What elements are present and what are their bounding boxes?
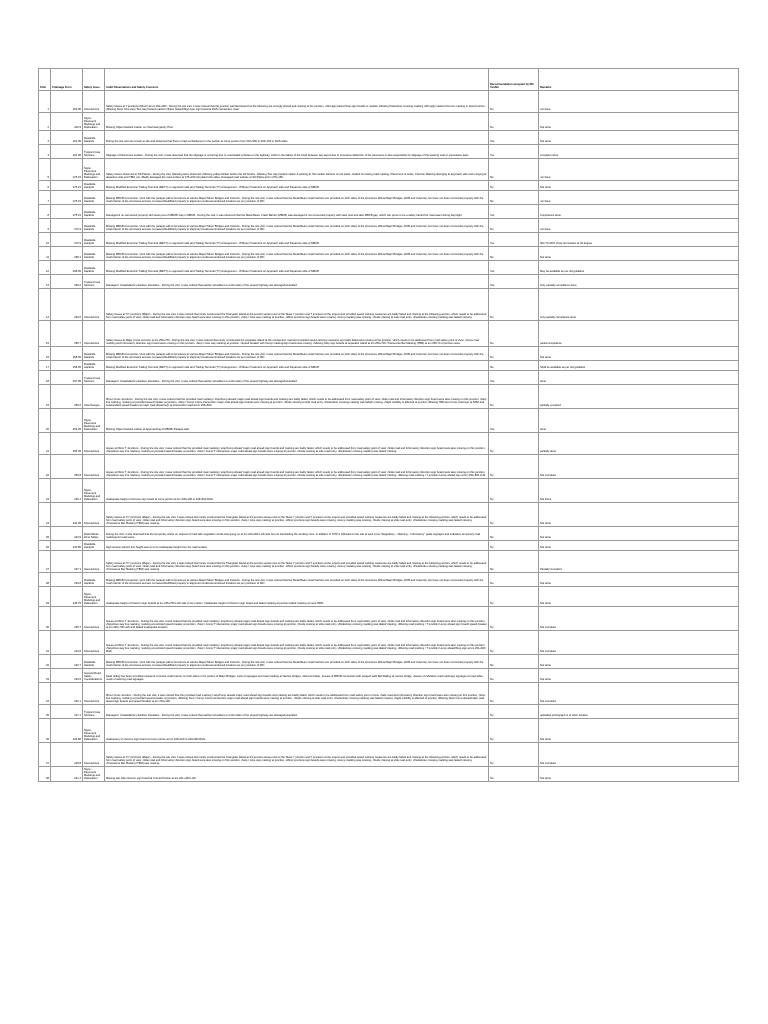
chainage-cell: 256.6 <box>51 385 83 409</box>
sno-cell: 37 <box>39 743 51 767</box>
recommendation-cell: Yes <box>489 205 539 219</box>
observation-cell: Missing MBCB Connection / joint with the parapet wall of structures at various Major/ Minor Bridges and Culverts - During the site visit, it was noticed that the Metal Beam crash barriers are provided on both sides of the structures (Minor/Major Bridges, ROB and Culverts), but have not been connected properly with the crash barrier of the structures and are not assembled/fitted properly in alignment at abovementioned locations as per provision of IRC. <box>105 347 489 361</box>
sno-cell: 21 <box>39 433 51 455</box>
recommendation-cell: No <box>489 321 539 347</box>
sno-cell: 4 <box>39 145 51 159</box>
remarks-cell: not done <box>539 91 739 113</box>
issue-cell: Typical Cross Sections <box>83 705 105 719</box>
sno-cell: 32 <box>39 655 51 669</box>
observation-cell: Slippage of bituminous surface - During the visit, it was observed that the slippage is occurring due to overloaded vehicles on the highway, which is the failure of the bond between two layers due to excessive deflection of the pavement is also responsible for slippage of the wearing coat or successive layer. <box>105 145 489 159</box>
issue-cell: Intersections <box>83 503 105 527</box>
remarks-cell: done <box>539 371 739 385</box>
issue-cell: Intersections <box>83 455 105 479</box>
sno-cell: 38 <box>39 767 51 782</box>
table-row <box>39 159 739 181</box>
chainage-cell: 225.8 <box>51 743 83 767</box>
observation-cell: Damaged & un-connected property with steel post of MBCB/ Gap in MBCB - During the visit, it was observed that the Metal Beam Crash Barrier (MBCB) was damaged & not connected properly with steel post and also MBCB gap, which can prove to be a safety hazard for road users during day/night. <box>105 205 489 219</box>
issue-cell: Roadside Hazards <box>83 261 105 275</box>
chainage-cell: 233.6 <box>51 669 83 683</box>
issue-cell: Intersections <box>83 631 105 655</box>
recommendation-cell: No <box>489 669 539 683</box>
observation-cell: Damaged / Unsatisfactory Earthen shoulders - During the visit, it was noticed that earthen shoulders on both sides of the project highway are damaged/unsettled. <box>105 705 489 719</box>
remarks-cell: Partially Complied <box>539 551 739 573</box>
chainage-cell: 237.1 <box>51 551 83 573</box>
chainage-cell: 268.05 <box>51 261 83 275</box>
header-chainage: Chainage From <box>51 69 83 91</box>
remarks-cell: Not done <box>539 131 739 145</box>
observation-cell: During the site visit we remain at site and observed that there is high embankment in the portion at curve section from 201+950 to 202+150 in RHS sides. <box>105 131 489 145</box>
chainage-cell: 250.8 <box>51 455 83 479</box>
chainage-cell: 221.4 <box>51 767 83 782</box>
table-row <box>39 683 739 705</box>
observation-cell: Missing Modified Eccentric Trailing Terminal (METT) on approach side and Trailing Terminal (TT) Arrangement - W Beam Treatment on Approach side and Departure side of MBCB <box>105 361 489 371</box>
header-observations: Audit Observations and Safety Concerns <box>105 69 489 91</box>
observation-cell: Safety issues at T/Y junctions (Major) - During the site visit, it was noticed that nicely constructed the Triangular Island at the junction areas most of the Skew Y junction and T junctions at the project and provided speed calming measures are badly faded and missing at the following junction, which needs to be addressed from road safety point of view: •Side road and Informatory direction sign board were also missing on this junction. •Stop / Give way marking at junction. •Minor junctions sign boards were missing. •Hump marking was missing. •Studs missing at side road entry. •Pedestrian crossing marking was faded/ missing. •Transverse Bar Marking (TBM) was missing. <box>105 551 489 573</box>
remarks-cell: Not done <box>539 587 739 607</box>
table-row <box>39 767 739 782</box>
chainage-cell: 249.1 <box>51 479 83 503</box>
observation-cell: Issues at Minor T Junctions - During the site visit, it was noticed that the provided road marking / stop/hump ahead/ major road ahead sign boards and marking are badly faded, which needs to be addressed from road safety point of view: •Side road and Informatory direction sign board were also missing on this junction. •Stop/Give way line marking, marking at provided speed breaker at junction. •Stop / hump/ T intersection major road ahead sign boards were missing at junction. •Studs missing at side road entry. •Pedestrian crossing marking was faded/ missing. •Missing road marking / T junction/ Hump ahead/Stop sign at km 234+600 RHS. <box>105 631 489 655</box>
issue-cell: Typical Cross Sections <box>83 275 105 289</box>
recommendation-cell: No <box>489 347 539 361</box>
issue-cell: Roadside Hazards <box>83 655 105 669</box>
chainage-cell: 275.15 <box>51 181 83 191</box>
recommendation-cell: Yes <box>489 233 539 247</box>
remarks-cell: Not complied <box>539 607 739 631</box>
chainage-cell: 257.95 <box>51 371 83 385</box>
sno-cell: 36 <box>39 719 51 743</box>
sno-cell: 5 <box>39 159 51 181</box>
issue-cell: Signs, Pavement Markings and Delineation <box>83 719 105 743</box>
observation-cell: Minor Cross Junctions - During the site visit, it was noticed that the provided road marking / stop/hump ahead/ major road ahead sign boards and marking are badly faded, which needs to be addressed from road safety point of view: •Side road and Informatory direction sign board were also missing on this junction. •Stop line marking, marking at provided speed breaker at junction. •Stop / hump/ Cross intersection major road ahead sign boards were missing at junction. •Studs missing at side road entry. •Pedestrian crossing marking was faded/ missing. •Sight visibility is affected at junction •Missing TBM and Cross road sign at 5050 and substandard speed breaker at major road ahead sign at intersection road at km 256+660. <box>105 385 489 409</box>
observation-cell: Missing two side chevron sign board at Curved Portion at km 221+400 LHS <box>105 767 489 782</box>
remarks-cell: uploaded photograph is of other location <box>539 705 739 719</box>
table-row <box>39 191 739 205</box>
table-row <box>39 289 739 321</box>
table-row <box>39 455 739 479</box>
issue-cell: Intersections <box>83 743 105 767</box>
recommendation-cell: No <box>489 705 539 719</box>
chainage-cell: 234.6 <box>51 631 83 655</box>
remarks-cell: Shall be available as per old guideline <box>539 361 739 371</box>
chainage-cell: 226.80 <box>51 719 83 743</box>
sno-cell: 25 <box>39 527 51 541</box>
table-row <box>39 131 739 145</box>
issue-cell: Intersections <box>83 607 105 631</box>
observation-cell: Missing MBCB Connection / joint with the parapet wall of structures at various Major/ Minor Bridges and Culverts - During the site visit, it was noticed that the Metal Beam crash barriers are provided on both sides of the structures (Minor/Major Bridges, ROB and Culverts), but have not been connected properly with the crash barrier of the structures and are not assembled/fitted properly in alignment at abovementioned locations as per provision of IRC. <box>105 655 489 669</box>
observation-cell: Missing Modified Eccentric Trailing Terminal (METT) on approach side and Trailing Terminal (TT) Arrangement - W Beam Treatment on Approach side and Departure side of MBCB <box>105 233 489 247</box>
chainage-cell: 201.95 <box>51 131 83 145</box>
remarks-cell: partial compliance <box>539 321 739 347</box>
chainage-cell: 202.90 <box>51 91 83 113</box>
table-row <box>39 181 739 191</box>
remarks-cell: only partially compliance done <box>539 289 739 321</box>
chainage-cell: 244.05 <box>51 503 83 527</box>
chainage-cell: 272.9 <box>51 233 83 247</box>
table-row <box>39 261 739 275</box>
table-row <box>39 91 739 113</box>
recommendation-cell: No <box>489 91 539 113</box>
issue-cell: Intersections <box>83 551 105 573</box>
table-row <box>39 433 739 455</box>
table-row <box>39 321 739 347</box>
chainage-cell: 232.1 <box>51 683 83 705</box>
observation-cell: Inadequate height of Chevron sign boards at km 235+750 LHS side curve portion. Inadequate height of Chevron sign board and faded marking at junction faded marking at more 5050. <box>105 587 489 607</box>
header-row <box>39 69 739 91</box>
recommendation-cell: Yes <box>489 275 539 289</box>
remarks-cell: not done <box>539 219 739 233</box>
observation-cell: Issues at Minor T Junctions - During the site visit, it was noticed that the provided road marking / stop/hump ahead/ major road ahead sign boards and marking are badly faded, which needs to be addressed from road safety point of view: •Side road and Informatory direction sign board were also missing on this junction. •Stop/Give way line marking, marking at provided speed breaker at junction. •Stop / hump/ T intersection major road ahead sign boards were missing at junction. •Studs missing at side road entry. •Pedestrian crossing marking was faded/ missing. •Missing road marking / T junction/ Hump ahead sign at km 250+800 LHS. <box>105 455 489 479</box>
remarks-cell: complaint done <box>539 145 739 159</box>
recommendation-cell: No <box>489 433 539 455</box>
recommendation-cell: No <box>489 551 539 573</box>
remarks-cell: Not done <box>539 669 739 683</box>
observation-cell: Safety issues at T junctions (Minor) at km 202+900 - During the site visit, it was noticed that the junction well developed but the following are wrongly placed and missing at the junction. •Wrongly placed Stop sign boards in median •Missing Pedestrian crossing marking •Wrongly marked chevron marking in island portion. •Missing Stop/ Give way/ Two way hazard marker/ Object hazard/Sign type sign board at RHS intersection road. <box>105 91 489 113</box>
recommendation-cell: No <box>489 159 539 181</box>
table-row <box>39 205 739 219</box>
table-row <box>39 527 739 541</box>
issue-cell: Roadside Hazards <box>83 541 105 551</box>
header-sno: S.No <box>39 69 51 91</box>
remarks-cell: Not done <box>539 573 739 587</box>
chainage-cell: 272.9 <box>51 219 83 233</box>
issue-cell: Typical Cross Sections <box>83 371 105 385</box>
sno-cell: 3 <box>39 131 51 145</box>
table-row <box>39 719 739 743</box>
issue-cell: Signs, Pavement Markings and Delineation <box>83 113 105 131</box>
issue-cell: Roadside Hazards <box>83 233 105 247</box>
observation-cell: Issues at Minor T Junctions - During the site visit, it was noticed that the provided road marking / stop/hump ahead/ major road ahead sign boards and marking are badly faded, which needs to be addressed from road safety point of view: •Side road and Informatory direction sign board were also missing on this junction. •Stop/Give way line marking, marking at provided speed breaker at junction. •Stop / hump/ T intersection major road ahead sign boards were missing at junction. •Studs missing at side road entry. •Pedestrian crossing marking was faded/ missing. •Missing road marking / T junction/ Hump ahead sign board/ speed breaker at km 235+700 LHS and faded/ inadequate location. <box>105 607 489 631</box>
remarks-cell: Not done <box>539 247 739 261</box>
observation-cell: Safety issues at Major Cross Junction at km 258+700 - During the site visit, it was noticed that nicely constructed the separator island at the intersection road and provided speed calming measures are badly faded and missing at the junction, which needs to be addressed from road safety point of view: •Cross road marking and Informatory direction sign board were missing on this junction. •Stop / Give way marking at junction. •Speed breaker with thump marking/sign board was missing. •Missing Stop sign boards at separator island at km 259+700 •Transverse Bar Marking (TBM) at km 258.70 of junction area. <box>105 321 489 347</box>
chainage-cell: 201.95 <box>51 145 83 159</box>
chainage-cell: 258.05 <box>51 361 83 371</box>
header-remarks: Remarks <box>539 69 739 91</box>
table-row <box>39 631 739 655</box>
table-row <box>39 247 739 261</box>
table-row <box>39 347 739 361</box>
sno-cell: 14 <box>39 289 51 321</box>
remarks-cell: Not complied <box>539 455 739 479</box>
remarks-cell: not done <box>539 191 739 205</box>
chainage-cell: 236.8 <box>51 573 83 587</box>
remarks-cell: Not Done <box>539 479 739 503</box>
issue-cell: Interchanges <box>83 385 105 409</box>
issue-cell: Signs, Pavement Markings and Delineation <box>83 159 105 181</box>
table-row <box>39 573 739 587</box>
recommendation-cell: Yes <box>489 131 539 145</box>
remarks-cell: Only partially compliance done <box>539 275 739 289</box>
sno-cell: 33 <box>39 669 51 683</box>
remarks-cell: Compliance done <box>539 205 739 219</box>
remarks-cell: Not done <box>539 767 739 782</box>
issue-cell: Signs, Pavement Markings and Delineation <box>83 767 105 782</box>
chainage-cell: 243.9 <box>51 527 83 541</box>
table-row <box>39 541 739 551</box>
observation-cell: Damaged / Unsatisfactory Earthen shoulders - During the visit, it was noticed that earthen shoulders on both sides of the project highway are damaged/unsettled. <box>105 371 489 385</box>
recommendation-cell: No <box>489 181 539 191</box>
sno-cell: 15 <box>39 321 51 347</box>
recommendation-cell: Yes <box>489 145 539 159</box>
issue-cell: Typical Cross Sections <box>83 145 105 159</box>
issue-cell: Intersections <box>83 91 105 113</box>
chainage-cell: 227.1 <box>51 705 83 719</box>
observation-cell: Missing Modified Eccentric Trailing Terminal (METT) on approach side and Trailing Terminal (TT) Arrangement - W Beam Treatment on Approach side and Departure side of MBCB <box>105 261 489 275</box>
sno-cell: 35 <box>39 705 51 719</box>
sno-cell: 2 <box>39 113 51 131</box>
sno-cell: 23 <box>39 479 51 503</box>
issue-cell: Road Works Zone Safety <box>83 527 105 541</box>
issue-cell: Roadside Hazards <box>83 361 105 371</box>
recommendation-cell: Yes <box>489 409 539 433</box>
observation-cell: Steel railing has been provided instead of concrete crash barrier on both sides in the portion of Major Bridges. Lack of signages and road marking at Narrow bridges. •Narrow bridge. •Issues of MBCB connection with parapet wall/ Bell Railing at narrow bridge. •Issues of indicative road markings/ signages at road sides. •Lack of warning road signages. <box>105 669 489 683</box>
remarks-cell: Not done <box>539 655 739 669</box>
issue-cell: Intersections <box>83 321 105 347</box>
sno-cell: 1 <box>39 91 51 113</box>
sno-cell: 30 <box>39 607 51 631</box>
table-row <box>39 479 739 503</box>
observation-cell: Safety issues observed at Toll Plazas - During the visit, following were observed: •Missing yellow blinker before the toll booths. •Missing Two way hazard marker & parking at Toll median barriers on toll plaza. •Faded & missing road marking, Placement of studs, Chevron Marking diverging at approach side and merging at departure side and TBM, etc. •Badly damaged the road surface at 275+150 toll plaza both sides. Damaged road surface at Toll Plaza at Km 275+150. <box>105 159 489 181</box>
chainage-cell: 275.15 <box>51 191 83 205</box>
remarks-cell: Not complied <box>539 683 739 705</box>
remarks-cell: Not done <box>539 181 739 191</box>
recommendation-cell: No <box>489 385 539 409</box>
sno-cell: 29 <box>39 587 51 607</box>
sno-cell: 28 <box>39 573 51 587</box>
table-row <box>39 669 739 683</box>
issue-cell: Roadside Hazards <box>83 247 105 261</box>
table-row <box>39 145 739 159</box>
issue-cell: Signs, Pavement Markings and Delineation <box>83 479 105 503</box>
sno-cell: 8 <box>39 205 51 219</box>
observation-cell: Missing Object Hazard marker at Approaching of MBCB/ Parapet wall. <box>105 409 489 433</box>
table-body <box>39 91 739 782</box>
observation-cell: Missing MBCB Connection / joint with the parapet wall of structures at various Major/ Minor Bridges and Culverts - During the site visit, it was noticed that the Metal Beam crash barriers are provided on both sides of the structures (Minor/Major Bridges, ROB and Culverts), but have not been connected properly with the crash barrier of the structures and are not assembled/fitted properly in alignment at abovementioned locations as per provision of IRC. <box>105 573 489 587</box>
chainage-cell: 258.05 <box>51 347 83 361</box>
recommendation-cell: No <box>489 361 539 371</box>
chainage-cell: 266.2 <box>51 275 83 289</box>
audit-table <box>38 68 739 782</box>
observation-cell: Issues at Minor T Junctions - During the site visit, it was noticed that the provided road marking / stop/hump ahead/ major road ahead sign boards and marking are badly faded, which needs to be addressed from road safety point of view: •Side road and Informatory direction sign board were also missing on this junction. •Stop/Give way line marking, marking at provided speed breaker at junction. •Stop / hump/ T intersection major road ahead sign boards were missing at junction. •Studs missing at side road entry. •Pedestrian crossing marking was faded/ missing. <box>105 433 489 455</box>
chainage-cell: 255.45 <box>51 433 83 455</box>
sno-cell: 16 <box>39 347 51 361</box>
recommendation-cell: No <box>489 541 539 551</box>
recommendation-cell: No <box>489 219 539 233</box>
observation-cell: Inadequate height of chevron sign board at curve portion at km 249+100 to 249+300 RHS. <box>105 479 489 503</box>
chainage-cell: 275.15 <box>51 159 83 181</box>
table-row <box>39 587 739 607</box>
recommendation-cell: Yes <box>489 261 539 275</box>
issue-cell: Signs, Pavement Markings and Delineation <box>83 409 105 433</box>
chainage-cell: 202.9 <box>51 113 83 131</box>
sno-cell: 27 <box>39 551 51 573</box>
sno-cell: 18 <box>39 371 51 385</box>
chainage-cell: 235.7 <box>51 607 83 631</box>
recommendation-cell: No <box>489 573 539 587</box>
recommendation-cell: No <box>489 113 539 131</box>
recommendation-cell: No <box>489 607 539 631</box>
observation-cell: High tension electric line height seems to be inadequate height from the road surface. <box>105 541 489 551</box>
chainage-cell: 275.15 <box>51 205 83 219</box>
observation-cell: Missing MBCB Connection / joint with the parapet wall of structures at various Major/ Minor Bridges and Culverts - During the site visit, it was noticed that the Metal Beam crash barriers are provided on both sides of the structures (Minor/Major Bridges, ROB and Culverts), but have not been connected properly with the crash barrier of the structures and are not assembled/fitted properly in alignment at abovementioned locations as per provision of IRC. <box>105 191 489 205</box>
sno-cell: 6 <box>39 181 51 191</box>
table-row <box>39 233 739 247</box>
sno-cell: 17 <box>39 361 51 371</box>
table-row <box>39 409 739 433</box>
recommendation-cell: No <box>489 527 539 541</box>
remarks-cell: Not done <box>539 541 739 551</box>
remarks-cell: Not done <box>539 113 739 131</box>
sno-cell: 22 <box>39 455 51 479</box>
header-recommendation: Recommendation accepted by RO Yes/No <box>489 69 539 91</box>
table-row <box>39 743 739 767</box>
chainage-cell: 233.7 <box>51 655 83 669</box>
table-row <box>39 371 739 385</box>
chainage-cell: 256.25 <box>51 409 83 433</box>
sno-cell: 20 <box>39 409 51 433</box>
recommendation-cell: No <box>489 289 539 321</box>
observation-cell: During the visit, it was observed that the temporary works on request of road side vegetation works was going on at km 243+900 LHS side but not barricading the working zone. In addition to TMP is followed on the site at work zone "Regulatory – Warning – Informatory" guide signages and indicative temporary road markings for road users. <box>105 527 489 541</box>
issue-cell: Roadside Hazards <box>83 131 105 145</box>
remarks-cell: Not complied <box>539 631 739 655</box>
remarks-cell: Not done <box>539 503 739 527</box>
header-issue: Safety Issue <box>83 69 105 91</box>
sno-cell: 24 <box>39 503 51 527</box>
observation-cell: Missing Object Hazard marker on Overhead gantry Post <box>105 113 489 131</box>
recommendation-cell: No <box>489 247 539 261</box>
sno-cell: 9 <box>39 219 51 233</box>
table-row <box>39 705 739 719</box>
recommendation-cell: No <box>489 479 539 503</box>
table-row <box>39 361 739 371</box>
issue-cell: Roadside Hazards <box>83 219 105 233</box>
sno-cell: 12 <box>39 261 51 275</box>
issue-cell: Roadside Hazards <box>83 181 105 191</box>
observation-cell: Missing MBCB Connection / joint with the parapet wall of structures at various Major/ Minor Bridges and Culverts - During the site visit, it was noticed that the Metal Beam crash barriers are provided on both sides of the structures (Minor/Major Bridges, ROB and Culverts), but have not been connected properly with the crash barrier of the structures and are not assembled/fitted properly in alignment at abovementioned locations as per provision of IRC. <box>105 247 489 261</box>
table-row <box>39 655 739 669</box>
remarks-cell: Not done <box>539 347 739 361</box>
remarks-cell: partially complied <box>539 385 739 409</box>
sno-cell: 31 <box>39 631 51 655</box>
issue-cell: Intersections <box>83 289 105 321</box>
observation-cell: Safety issues at T/Y junctions (Major) - During the site visit, it was noticed that nicely constructed the Triangular Island at the junction areas most of the Skew Y junction and T junctions at the project and provided speed calming measures are badly faded and missing at the following junction, which needs to be addressed from road safety point of view: •Side road and Informatory direction sign board were also missing on this junction. •Stop / Give way marking at junction. •Minor junctions sign boards were missing. •Hump marking was missing. •Studs missing at side road entry. •Pedestrian crossing marking was faded/ missing. •Transverse Bar Marking (TBM) was missing. <box>105 503 489 527</box>
sno-cell: 11 <box>39 247 51 261</box>
table-row <box>39 503 739 527</box>
recommendation-cell: No <box>489 631 539 655</box>
observation-cell: Missing Modified Eccentric Trailing Terminal (METT) on approach side and Trailing Terminal (TT) Arrangement - W Beam Treatment on Approach side and Departure side of MBCB <box>105 181 489 191</box>
observation-cell: Damaged / Unsatisfactory Earthen shoulders - During the visit, it was noticed that earthen shoulders on both sides of the project highway are damaged/unsettled. <box>105 275 489 289</box>
sno-cell: 19 <box>39 385 51 409</box>
remarks-cell: Not complied <box>539 743 739 767</box>
table-row <box>39 385 739 409</box>
recommendation-cell: No <box>489 503 539 527</box>
recommendation-cell: No <box>489 683 539 705</box>
recommendation-cell: No <box>489 455 539 479</box>
remarks-cell: Not done <box>539 719 739 743</box>
recommendation-cell: No <box>489 655 539 669</box>
chainage-cell: 258.7 <box>51 321 83 347</box>
issue-cell: Intersections <box>83 683 105 705</box>
sno-cell: 34 <box>39 683 51 705</box>
table-row <box>39 219 739 233</box>
remarks-cell: IRC:73-2007 show termination at 45 degree <box>539 233 739 247</box>
table-row <box>39 113 739 131</box>
remarks-cell: not done <box>539 159 739 181</box>
remarks-cell: done <box>539 409 739 433</box>
observation-cell: Inadequacy of chevron sign board at curve portion at km 249+100 to 249+300 RHS. <box>105 719 489 743</box>
issue-cell: Roadside Hazards <box>83 191 105 205</box>
remarks-cell: May be available as per old guideline <box>539 261 739 275</box>
table-row <box>39 275 739 289</box>
recommendation-cell: No <box>489 191 539 205</box>
remarks-cell: partially done <box>539 433 739 455</box>
table-row <box>39 607 739 631</box>
sno-cell: 10 <box>39 233 51 247</box>
chainage-cell: 235.75 <box>51 587 83 607</box>
issue-cell: General Road Safety Considerations <box>83 669 105 683</box>
remarks-cell: Not done <box>539 527 739 541</box>
observation-cell: Safety issues at T/Y junctions (Major) - During the site visit, it was noticed that nicely constructed the Triangular Island at the junction areas most of the Skew Y junction and T junctions at the project and provided speed calming measures are badly faded and missing at the following junction, which needs to be addressed from road safety point of view: •Side road and Informatory direction sign board were also missing on this junction. •Stop / Give way marking at junction. •Minor junctions sign boards were missing. •Hump marking was missing. •Studs missing at side road entry. •Pedestrian crossing marking was faded/ missing. <box>105 289 489 321</box>
issue-cell: Roadside Hazards <box>83 347 105 361</box>
recommendation-cell: Yes <box>489 371 539 385</box>
sno-cell: 7 <box>39 191 51 205</box>
recommendation-cell: No <box>489 719 539 743</box>
chainage-cell: 263.6 <box>51 289 83 321</box>
chainage-cell: 268.1 <box>51 247 83 261</box>
observation-cell: Safety issues at T/Y junctions (Major) - During the site visit, it was noticed that nicely constructed the Triangular Island at the junction areas most of the Skew Y junction and T junctions at the project and provided speed calming measures are badly faded and missing at the following junction, which needs to be addressed from road safety point of view: •Side road and Informatory direction sign board were also missing on this junction. •Stop / Give way marking at junction. •Minor junctions sign boards were missing. •Hump marking was missing. •Studs missing at side road entry. •Pedestrian crossing marking was faded/ missing. •Transverse Bar Marking (TBM) was missing. <box>105 743 489 767</box>
sno-cell: 13 <box>39 275 51 289</box>
issue-cell: Roadside Hazards <box>83 205 105 219</box>
issue-cell: Intersections <box>83 433 105 455</box>
issue-cell: Signs, Pavement Markings and Delineation <box>83 587 105 607</box>
table-row <box>39 551 739 573</box>
sno-cell: 26 <box>39 541 51 551</box>
issue-cell: Roadside Hazards <box>83 573 105 587</box>
observation-cell: Minor Cross Junction - During the site visit, it was noticed that the provided road marking / stop/hump ahead/ major road ahead sign boards and marking are badly faded, which needs to be addressed from road safety point of view: •Side road and Informatory direction sign board were also missing on this junction. •Stop line marking, marking at provided speed breaker at junction. •Missing Stop / hump/ Cross intersection major road ahead sign boards were missing at junction. •Studs missing at side road entry. •Pedestrian crossing marking was faded/ missing. •Sight visibility is affected at junction •Missing Stop/ hump ahead/major road ahead sign boards and speed breaker at km 232+100. <box>105 683 489 705</box>
recommendation-cell: No <box>489 767 539 782</box>
chainage-cell: 240.85 <box>51 541 83 551</box>
recommendation-cell: No <box>489 743 539 767</box>
recommendation-cell: No <box>489 587 539 607</box>
observation-cell: Missing MBCB Connection / joint with the parapet wall of structures at various Major/ Minor Bridges and Culverts - During the site visit, it was noticed that the Metal Beam crash barriers are provided on both sides of the structures (Minor/Major Bridges, ROB and Culverts), but have not been connected properly with the crash barrier of the structures and are not assembled/fitted properly in alignment at abovementioned locations as per provision of IRC. <box>105 219 489 233</box>
